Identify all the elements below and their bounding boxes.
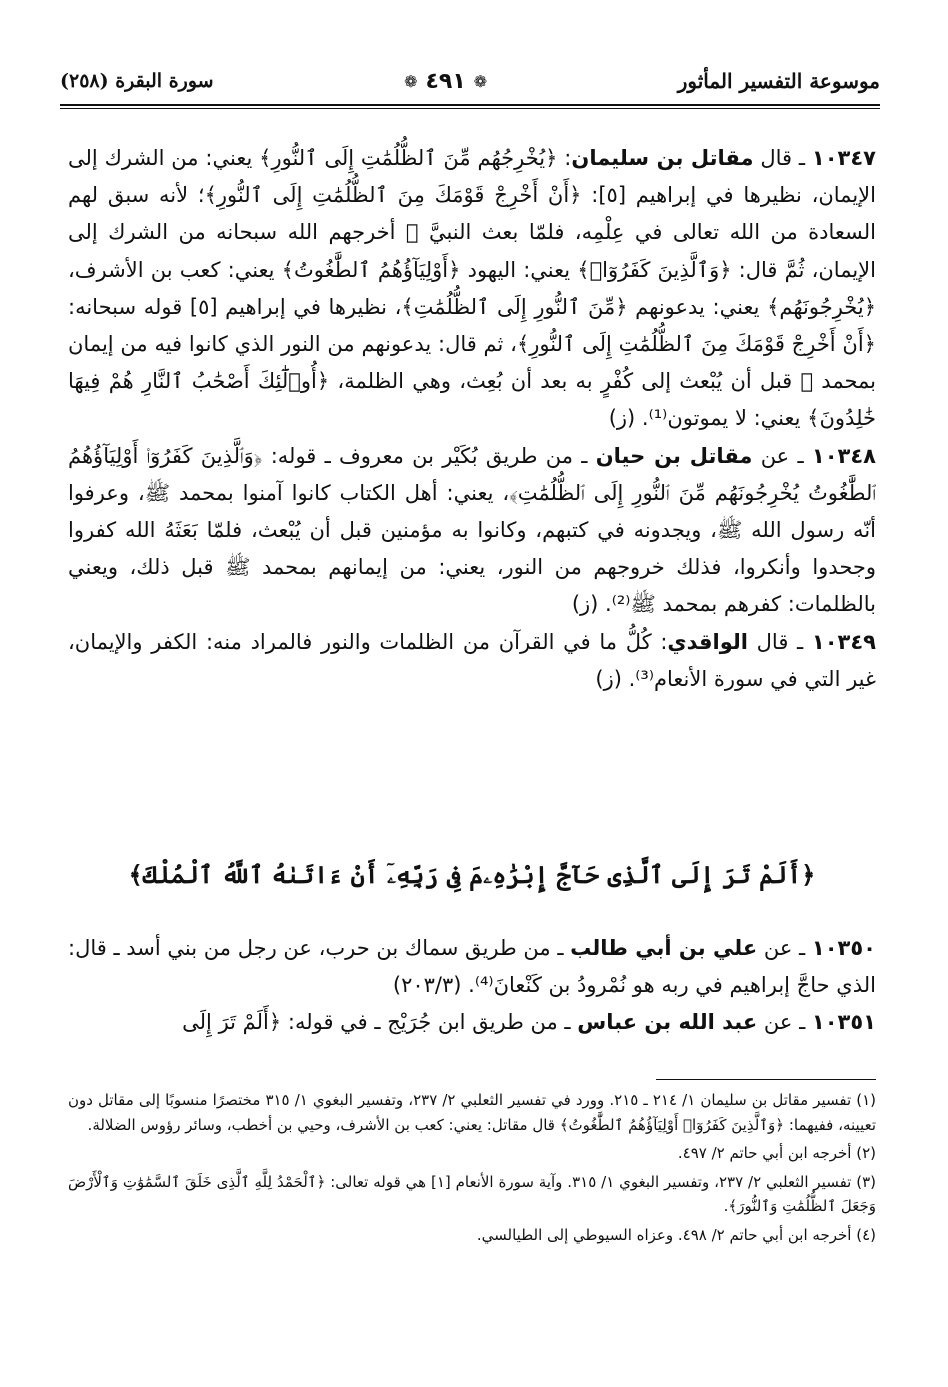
narration-text: ـ من طريق سماك بن حرب، عن رجل من بني أسد ـ قال: الذي حاجَّ إبراهيم في ربه هو نُمْرودُ بن كَنْعانَ⁽⁴⁾. (٢٠٣/٣) bbox=[68, 936, 876, 998]
narrator-name: مقاتل بن حيان bbox=[595, 443, 753, 468]
footnote: (٢) أخرجه ابن أبي حاتم ٢/ ٤٩٧. bbox=[677, 1144, 876, 1162]
narration-prefix: ـ قال bbox=[747, 629, 812, 654]
narration-number: ١٠٣٥١ bbox=[811, 1010, 876, 1035]
narration-paragraph bbox=[68, 930, 876, 1004]
narration-number: ١٠٣٤٧ bbox=[811, 146, 876, 170]
narrator-name: الواقدي bbox=[667, 629, 748, 654]
page-number-group bbox=[404, 69, 487, 94]
footnotes bbox=[68, 1088, 876, 1251]
ornament-icon: ❁ bbox=[473, 71, 488, 91]
ornament-icon: ❁ bbox=[404, 71, 418, 91]
main-text-continued bbox=[68, 930, 876, 1042]
narration-paragraph bbox=[68, 140, 876, 438]
narration-text: : كُلُّ ما في القرآن من الظلمات والنور فالمراد منه: الكفر والإيمان، غير التي في سورة الأنعام⁽³⁾. (ز) bbox=[68, 629, 876, 691]
footnote-separator bbox=[656, 1079, 876, 1080]
narration-paragraph bbox=[68, 438, 876, 624]
narrator-name: علي بن أبي طالب bbox=[570, 936, 758, 960]
narration-text: ـ من طريق ابن جُرَيْج ـ في قوله: ﴿أَلَمْ تَرَ إِلَى bbox=[182, 1010, 578, 1035]
narration-paragraph bbox=[68, 1004, 876, 1041]
narrator-name: عبد الله بن عباس bbox=[577, 1010, 758, 1035]
surah-reference: سورة البقرة (٢٥٨) bbox=[60, 70, 214, 92]
narration-text: : ﴿يُخْرِجُهُم مِّنَ ٱلظُّلُمَٰتِ إِلَى ٱلنُّورِ﴾ يعني: من الشرك إلى الإيمان، نظيرها في إبراهيم [٥]: ﴿أَنْ أَخْرِجْ قَوْمَكَ مِنَ ٱلظُّلُمَٰتِ إِلَى ٱلنُّورِ﴾؛ لأنه سبق لهم السعادة من الله تعالى في عِلْمِه، فلمّا بعث النبيَّ ﷺ أخرجهم الله سبحانه من الشرك إلى الإيمان، ثُمَّ قال: ﴿وَٱلَّذِينَ كَفَرُوٓا۟﴾ يعني: اليهود ﴿أَوْلِيَآؤُهُمُ ٱلطَّٰغُوتُ﴾ يعني: كعب بن الأشرف، ﴿يُخْرِجُونَهُم﴾ يعني: يدعونهم ﴿مِّنَ ٱلنُّورِ إِلَى ٱلظُّلُمَٰتِ﴾، نظيرها في إبراهيم [٥] قوله سبحانه: ﴿أَنْ أَخْرِجْ قَوْمَكَ مِنَ ٱلظُّلُمَٰتِ إِلَى ٱلنُّورِ﴾، ثم قال: يدعونهم من النور الذي كانوا فيه من إيمان بمحمد ﷺ قبل أن يُبْعث إلى كُفْرٍ به بعد أن بُعِث، وهي الظلمة، ﴿أُو۟لَٰٓئِكَ أَصْحَٰبُ ٱلنَّارِ هُمْ فِيهَا خَٰلِدُونَ﴾ يعني: لا يموتون⁽¹⁾. (ز) bbox=[68, 146, 876, 431]
narration-text: ـ من طريق بُكَيْر بن معروف ـ قوله: ﴿وَٱلَّذِينَ كَفَرُوٓا۟ أَوْلِيَآؤُهُمُ ٱلطَّٰغُوتُ يُخْرِجُونَهُم مِّنَ ٱلنُّورِ إِلَى ٱلظُّلُمَٰتِ﴾، يعني: أهل الكتاب كانوا آمنوا بمحمد ﷺ، وعرفوا أنّه رسول الله ﷺ، ويجدونه في كتبهم، وكانوا به مؤمنين قبل أن يُبْعث، فلمّا بَعَثَهُ الله كفروا وجحدوا وأنكروا، فذلك خروجهم من النور، يعني: من إيمانهم بمحمد ﷺ قبل ذلك، ويعني بالظلمات: كفرهم بمحمد ﷺ⁽²⁾. (ز) bbox=[68, 443, 876, 617]
ayah-heading: ﴿أَلَمْ تَرَ إِلَى ٱلَّذِى حَآجَّ إِبْرَٰهِۦمَ فِى رَبِّهِۦٓ أَنْ ءَاتَىٰهُ ٱللَّهُ ٱلْمُلْكَ﴾ bbox=[128, 860, 816, 889]
header-rule bbox=[60, 108, 880, 109]
book-title: موسوعة التفسير المأثور bbox=[677, 69, 880, 93]
page-header bbox=[60, 62, 880, 100]
page-number: ٤٩١ bbox=[425, 68, 466, 94]
footnote: (١) تفسير مقاتل بن سليمان ١/ ٢١٤ ـ ٢١٥. وورد في تفسير الثعلبي ٢/ ٢٣٧، وتفسير البغوي ١/ ٣١٥ مختصرًا منسوبًا إلى مقاتل دون تعيينه، ففيهما: ﴿وَٱلَّذِينَ كَفَرُوٓا۟ أَوْلِيَآؤُهُمُ ٱلطَّٰغُوتُ﴾ قال مقاتل: يعني: كعب بن الأشرف، وحيي بن أخطب، وسائر رؤوس الضلالة. bbox=[68, 1091, 877, 1134]
narration-number: ١٠٣٤٩ bbox=[811, 629, 876, 654]
narration-paragraph bbox=[68, 624, 876, 698]
narration-prefix: ـ عن bbox=[757, 936, 812, 960]
narration-number: ١٠٣٤٨ bbox=[811, 443, 876, 468]
narration-prefix: ـ قال bbox=[753, 146, 812, 170]
main-text bbox=[68, 140, 876, 698]
narration-number: ١٠٣٥٠ bbox=[811, 936, 876, 960]
narration-prefix: ـ عن bbox=[757, 1010, 812, 1035]
header-rule bbox=[60, 104, 880, 106]
narration-prefix: ـ عن bbox=[752, 443, 812, 468]
footnote: (٤) أخرجه ابن أبي حاتم ٢/ ٤٩٨. وعزاه السيوطي إلى الطيالسي. bbox=[476, 1225, 876, 1244]
footnote: (٣) تفسير الثعلبي ٢/ ٢٣٧، وتفسير البغوي ١/ ٣١٥. وآية سورة الأنعام [١] هي قوله تعالى: ﴿ٱلْحَمْدُ لِلَّهِ ٱلَّذِى خَلَقَ ٱلسَّمَٰوَٰتِ وَٱلْأَرْضَ وَجَعَلَ ٱلظُّلُمَٰتِ وَٱلنُّورَ﴾. bbox=[68, 1172, 877, 1215]
narrator-name: مقاتل بن سليمان bbox=[571, 146, 754, 170]
